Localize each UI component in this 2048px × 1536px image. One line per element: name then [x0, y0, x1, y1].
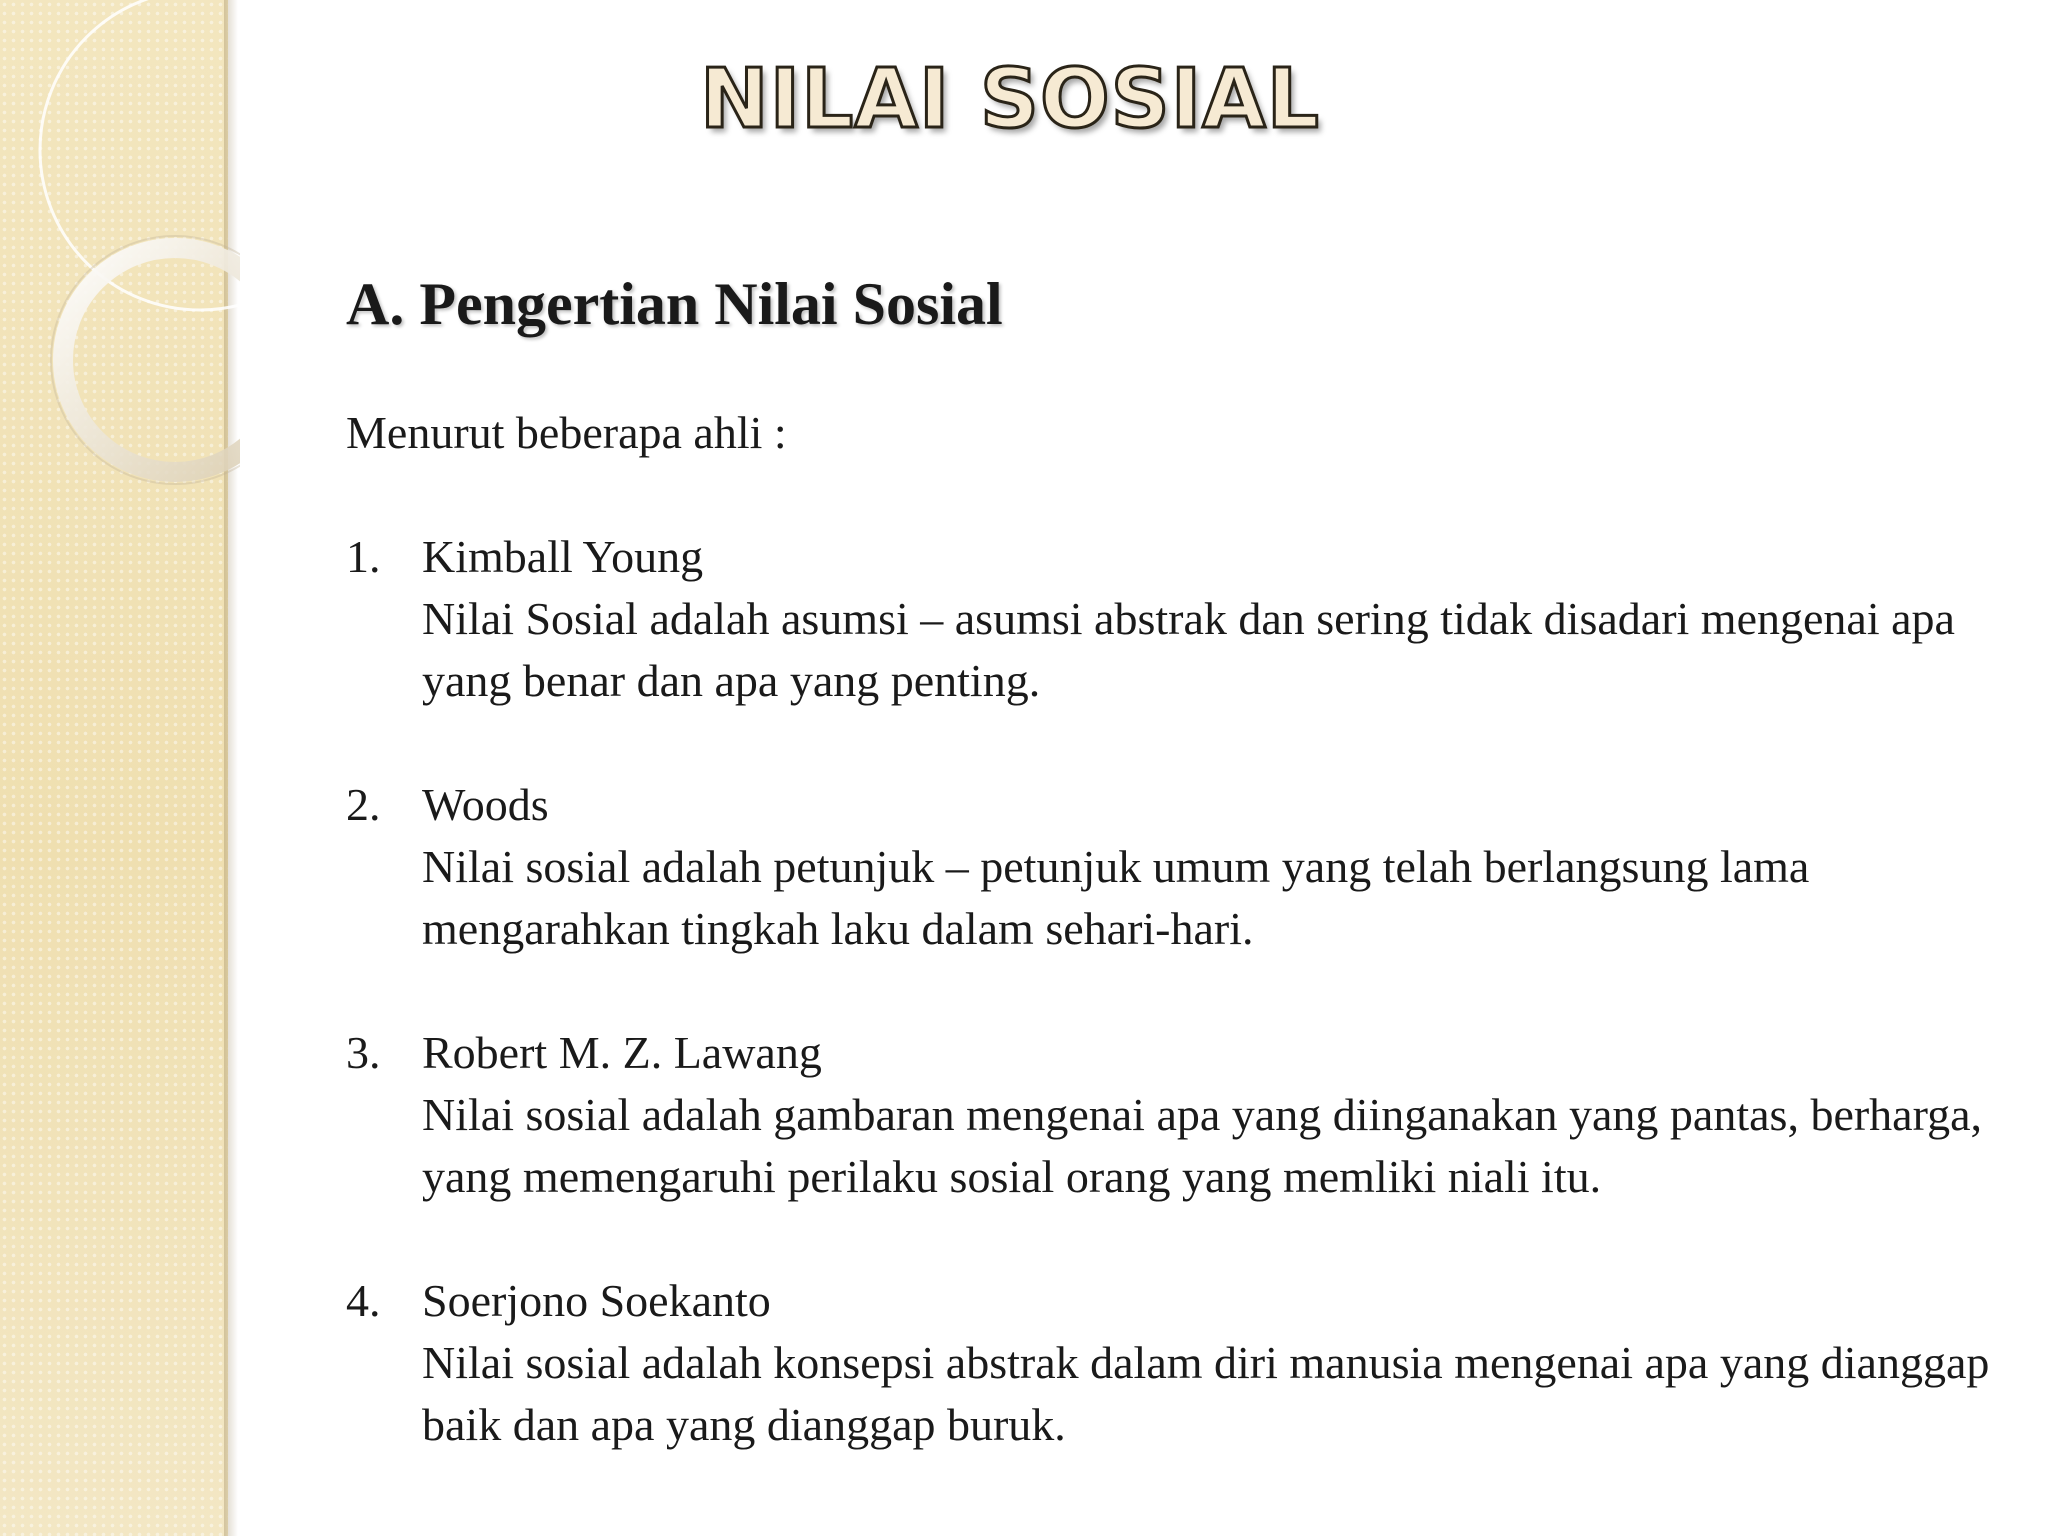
- expert-name: Soerjono Soekanto: [422, 1275, 771, 1326]
- item-number: 2.: [346, 779, 381, 830]
- expert-name: Robert M. Z. Lawang: [422, 1027, 822, 1078]
- expert-definition: Nilai sosial adalah gambaran mengenai apa yang diinganakan yang pantas, berharga, yang memengaruhi perilaku sosial orang yang memliki niali itu.: [422, 1089, 1983, 1202]
- expert-name: Woods: [422, 779, 549, 830]
- item-number: 3.: [346, 1027, 381, 1078]
- slide-title: NILAI SOSIAL: [700, 52, 1320, 147]
- slide-content: [346, 268, 2006, 1518]
- expert-definition: Nilai Sosial adalah asumsi – asumsi abstrak dan sering tidak disadari mengenai apa yang benar dan apa yang penting.: [422, 593, 1955, 706]
- expert-definition: Nilai sosial adalah konsepsi abstrak dalam diri manusia mengenai apa yang dianggap baik dan apa yang dianggap buruk.: [422, 1337, 1990, 1450]
- section-heading: A. Pengertian Nilai Sosial: [346, 271, 1003, 337]
- list-item: [346, 1270, 2006, 1456]
- expert-name: Kimball Young: [422, 531, 704, 582]
- list-item: [346, 774, 2006, 960]
- list-item: [346, 1022, 2006, 1208]
- list-item: [346, 526, 2006, 712]
- experts-list: [346, 526, 2006, 1456]
- item-number: 1.: [346, 531, 381, 582]
- intro-text: Menurut beberapa ahli :: [346, 407, 787, 458]
- expert-definition: Nilai sosial adalah petunjuk – petunjuk umum yang telah berlangsung lama mengarahkan tingkah laku dalam sehari-hari.: [422, 841, 1810, 954]
- item-number: 4.: [346, 1275, 381, 1326]
- decorative-rings-icon: [0, 0, 240, 520]
